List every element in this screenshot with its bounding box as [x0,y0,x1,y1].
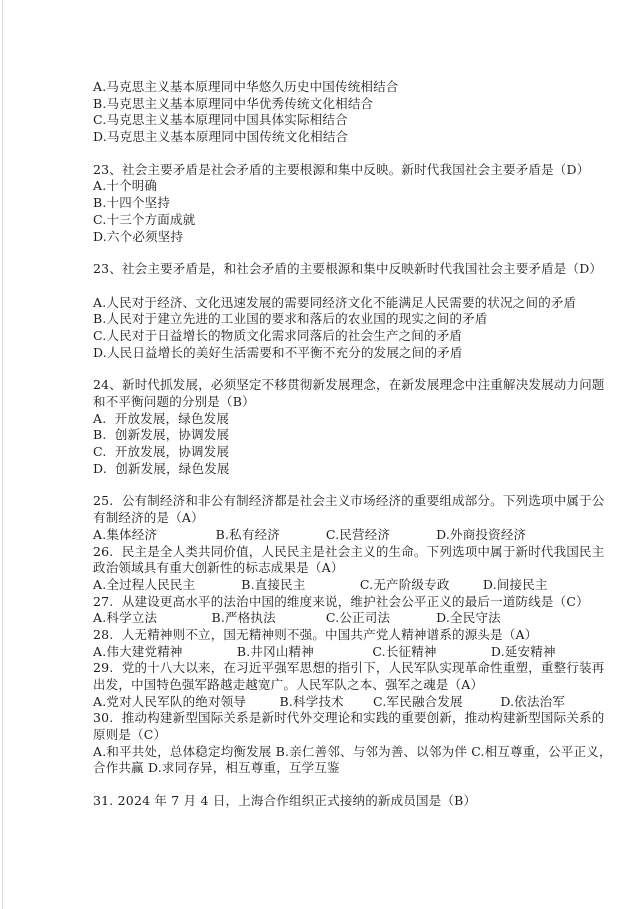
q23-question: 23、社会主要矛盾是社会矛盾的主要根源和集中反映。新时代我国社会主要矛盾是（D） [93,161,590,177]
q30-question-line-1: 30. 推动构建新型国际关系是新时代外交理论和实践的重要创新，推动构建新型国际关系的 [93,710,605,726]
q25-options-row: A.集体经济 B.私有经济 C.民营经济 D.外商投资经济 [93,526,527,542]
q25-question-line-1: 25. 公有制经济和非公有制经济都是社会主义市场经济的重要组成部分。下列选项中属于公 [93,493,605,509]
question-24-block [93,377,641,477]
q29-question-line-1: 29. 党的十八大以来，在习近平强军思想的指引下，人民军队实现革命性重塑，重整行装再 [93,660,605,676]
q26-question-line-1: 26. 民主是全人类共同价值，人民民主是社会主义的生命。下列选项中属于新时代我国民主 [93,543,605,559]
q24-option-c: C. 开放发展，协调发展 [93,444,230,460]
q22-option-b: B.马克思主义基本原理同中华优秀传统文化相结合 [93,95,374,111]
blank-line [93,278,641,295]
q27-options-row: A.科学立法 B.严格执法 C.公正司法 D.全民守法 [93,610,501,626]
q28-options-row: A.伟大建党精神 B.井冈山精神 C.长征精神 D.延安精神 [93,643,556,659]
q23b-option-d: D.人民日益增长的美好生活需要和不平衡不充分的发展之间的矛盾 [93,344,463,360]
q31-question: 31. 2024 年 7 月 4 日，上海合作组织正式接纳的新成员国是（B） [93,793,477,809]
page-left-border [2,0,3,909]
q24-question-line-2: 和不平衡问题的分别是（B） [93,394,255,409]
q27-question: 27. 从建设更高水平的法治中国的维度来说，维护社会公平正义的最后一道防线是（C） [93,593,589,609]
q30-question-line-2: 原则是（C） [93,727,167,743]
q24-question-line-1: 24、新时代抓发展，必须坚定不移贯彻新发展理念，在新发展理念中注重解决发展动力问题 [93,377,605,393]
question-23-block [93,162,641,245]
q24-option-d: D. 创新发展，绿色发展 [93,460,230,476]
q30-options-line-1: A.和平共处，总体稳定均衡发展 B.亲仁善邻、与邻为善、以邻为伴 C.相互尊重，公平正义， [93,743,612,759]
q28-question: 28. 人无精神则不立，国无精神则不强。中国共产党人精神谱系的源头是（A） [93,626,538,642]
q30-options-line-2: 合作共赢 D.求同存异，相互尊重，互学互鉴 [93,760,340,776]
questions-25-30-block [93,493,641,777]
q29-options-row: A.党对人民军队的绝对领导 B.科学技术 C.军民融合发展 D.依法治军 [93,693,566,709]
question-31-block [93,793,641,810]
q23b-option-c: C.人民对于日益增长的物质文化需求同落后的社会生产之间的矛盾 [93,327,463,343]
q22-option-d: D.马克思主义基本原理同中国传统文化相结合 [93,129,349,145]
q23-option-c: C.十三个方面成就 [93,211,196,227]
q25-question-line-2: 有制经济的是（A） [93,510,204,526]
q23b-option-a: A.人民对于经济、文化迅速发展的需要同经济文化不能满足人民需要的状况之间的矛盾 [93,294,577,310]
question-23b-block [93,261,641,361]
q26-question-line-2: 政治领域具有重大创新性的标志成果是（A） [93,560,344,576]
q24-option-a: A. 开放发展，绿色发展 [93,410,230,426]
q23b-question: 23、社会主要矛盾是，和社会矛盾的主要根源和集中反映新时代我国社会主要矛盾是（D） [93,261,603,277]
q23-option-b: B.十四个坚持 [93,195,171,211]
q23-option-d: D.六个必须坚持 [93,228,184,244]
q24-option-b: B. 创新发展，协调发展 [93,427,230,443]
q29-question-line-2: 出发，中国特色强军路越走越宽广。人民军队之本、强军之魂是（A） [93,677,484,692]
q22-option-a: A.马克思主义基本原理同中华悠久历史中国传统相结合 [93,79,399,94]
q23b-option-b: B.人民对于建立先进的工业国的要求和落后的农业国的现实之间的矛盾 [93,311,488,327]
document-page [93,79,641,810]
question-22-options-block [93,79,641,146]
q26-options-row: A.全过程人民民主 B.直接民主 C.无产阶级专政 D.间接民主 [93,576,548,592]
q22-option-c: C.马克思主义基本原理同中国具体实际相结合 [93,112,348,128]
q23-option-a: A.十个明确 [93,178,158,194]
